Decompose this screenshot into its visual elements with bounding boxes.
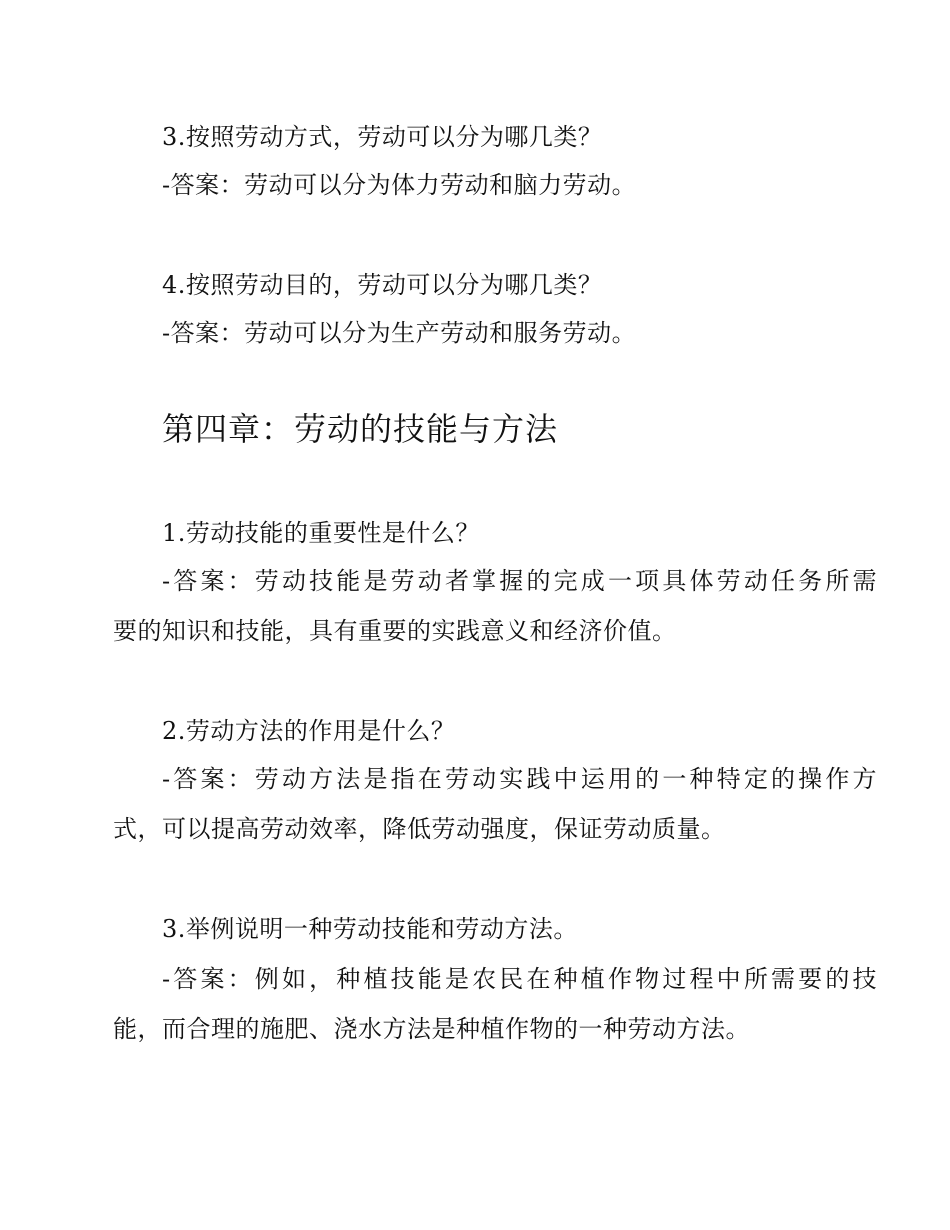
chapter4-answer-3-line-2: 能，而合理的施肥、浇水方法是种植作物的一种劳动方法。 [113,1015,750,1043]
answer-3-labor-method: -答案：劳动可以分为体力劳动和脑力劳动。 [162,171,637,199]
answer-4-labor-purpose: -答案：劳动可以分为生产劳动和服务劳动。 [162,319,637,347]
chapter4-answer-2-line-2: 式，可以提高劳动效率，降低劳动强度，保证劳动质量。 [113,815,726,843]
chapter4-answer-1-line-2: 要的知识和技能，具有重要的实践意义和经济价值。 [113,617,677,645]
chapter4-answer-3-line-1: -答案：例如，种植技能是农民在种植作物过程中所需要的技 [162,965,877,993]
question-3-labor-method: 3.按照劳动方式，劳动可以分为哪几类？ [162,123,603,151]
chapter4-question-1: 1.劳动技能的重要性是什么？ [162,519,480,547]
chapter4-answer-1-line-1: -答案：劳动技能是劳动者掌握的完成一项具体劳动任务所需 [162,567,877,595]
chapter4-question-2: 2.劳动方法的作用是什么？ [162,717,456,745]
question-4-labor-purpose: 4.按照劳动目的，劳动可以分为哪几类？ [162,271,603,299]
chapter4-answer-2-line-1: -答案：劳动方法是指在劳动实践中运用的一种特定的操作方 [162,765,877,793]
chapter4-question-3: 3.举例说明一种劳动技能和劳动方法。 [162,915,578,943]
chapter-4-heading: 第四章：劳动的技能与方法 [162,410,559,448]
